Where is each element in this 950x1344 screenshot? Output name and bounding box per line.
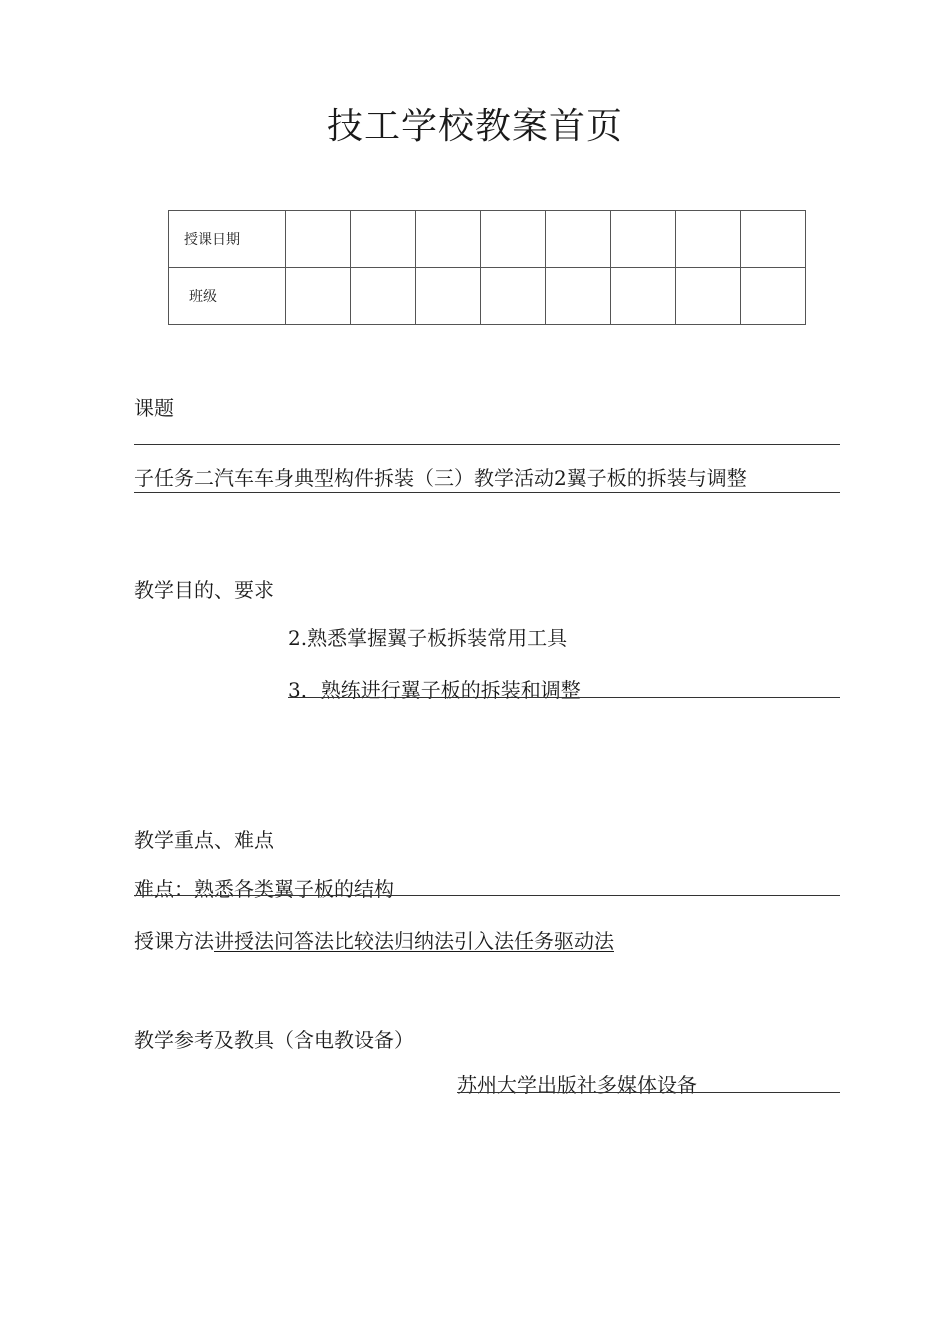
date-cell[interactable] [416,211,481,268]
topic-label: 课题 [134,396,174,420]
date-cell[interactable] [741,211,806,268]
schedule-table [168,210,806,325]
date-cell[interactable] [481,211,546,268]
references-label: 教学参考及教具（含电教设备） [134,1028,414,1052]
objectives-label: 教学目的、要求 [134,578,274,602]
topic-value: 子任务二汽车车身典型构件拆装（三）教学活动2翼子板的拆装与调整 [134,466,747,490]
topic-rule-top [134,444,840,445]
class-cell[interactable] [546,268,611,325]
class-cell[interactable] [286,268,351,325]
class-cell[interactable] [351,268,416,325]
date-cell[interactable] [286,211,351,268]
key-points-label: 教学重点、难点 [134,828,274,852]
class-cell[interactable] [676,268,741,325]
references-value: 苏州大学出版社多媒体设备 [457,1073,697,1097]
difficulty-rule [134,895,840,896]
date-header-cell: 授课日期 [169,211,286,268]
method-value: 讲授法问答法比较法归纳法引入法任务驱动法 [214,929,614,953]
class-header-cell: 班级 [169,268,286,325]
date-cell[interactable] [351,211,416,268]
objective-item: 2.熟悉掌握翼子板拆装常用工具 [288,626,568,650]
date-cell[interactable] [611,211,676,268]
objectives-rule [288,697,840,698]
class-cell[interactable] [481,268,546,325]
method-line [134,925,614,954]
table-row [169,211,806,268]
class-cell[interactable] [611,268,676,325]
method-label: 授课方法 [134,929,214,953]
date-cell[interactable] [676,211,741,268]
date-cell[interactable] [546,211,611,268]
objective-item: 3．熟练进行翼子板的拆装和调整 [288,678,581,702]
page-title: 技工学校教案首页 [326,106,623,147]
difficulty-text: 难点：熟悉各类翼子板的结构 [134,877,394,901]
topic-rule-bottom [134,492,840,493]
table-row [169,268,806,325]
class-cell[interactable] [741,268,806,325]
class-cell[interactable] [416,268,481,325]
references-rule [457,1092,840,1093]
